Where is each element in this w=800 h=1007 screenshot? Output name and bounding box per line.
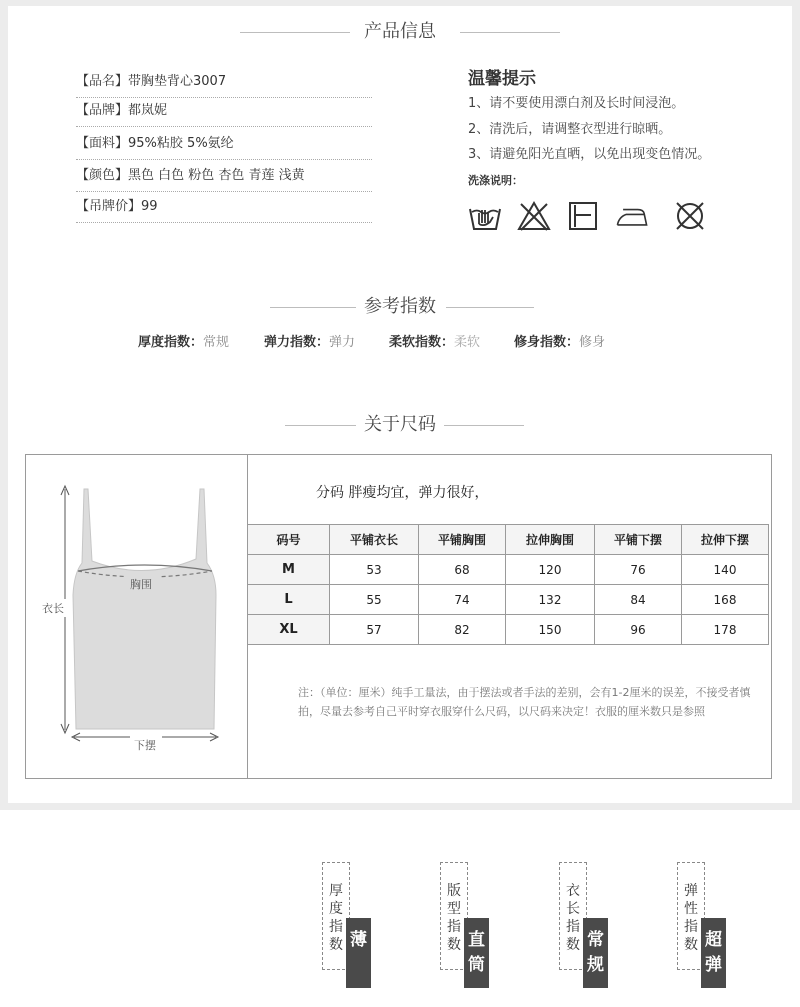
- chest-label: 胸围: [130, 578, 152, 591]
- size-chart-box: [25, 454, 772, 779]
- wash-label: 洗涤说明：: [468, 174, 523, 187]
- table-cell: 74: [419, 585, 506, 615]
- spec-row-name: [76, 71, 372, 98]
- tip-item: 1、请不要使用漂白剂及长时间浸泡。: [468, 96, 685, 111]
- tag-elasticity: [677, 862, 737, 988]
- tag-value: 薄: [350, 930, 367, 950]
- spec-label: 【吊牌价】: [76, 199, 142, 214]
- tag-label: 版型指数: [447, 883, 461, 953]
- column-header: 拉伸下摆: [682, 525, 769, 555]
- column-header: 拉伸胸围: [506, 525, 595, 555]
- tag-label: 弹性指数: [684, 883, 698, 953]
- spec-row-price: [76, 196, 372, 223]
- table-cell: 55: [330, 585, 419, 615]
- table-cell: 120: [506, 555, 595, 585]
- table-cell: 178: [682, 615, 769, 645]
- line-dry-icon: [566, 200, 600, 232]
- tag-label: 衣长指数: [566, 883, 580, 953]
- size-headline: 分码 胖瘦均宜，弹力很好，: [316, 485, 489, 501]
- tag-thickness: [322, 862, 382, 988]
- table-cell: 168: [682, 585, 769, 615]
- table-row: [248, 615, 769, 645]
- fit-index: 修身指数：修身: [514, 335, 606, 350]
- spec-label: 【品名】: [76, 74, 129, 89]
- hem-label: 下摆: [134, 739, 156, 752]
- spec-row-brand: [76, 100, 372, 127]
- tips-title: 温馨提示: [468, 69, 536, 89]
- iron-icon: [615, 200, 649, 232]
- tag-fit: [440, 862, 500, 988]
- table-cell: 84: [595, 585, 682, 615]
- table-row: [248, 555, 769, 585]
- spec-value: 带胸垫背心3007: [128, 74, 227, 89]
- spec-value: 99: [141, 199, 158, 214]
- softness-index: 柔软指数：柔软: [389, 335, 481, 350]
- length-label: 衣长: [42, 602, 64, 615]
- table-cell: 140: [682, 555, 769, 585]
- size-table-header: [248, 525, 769, 555]
- tag-value: 常规: [587, 930, 604, 975]
- hand-wash-icon: [468, 200, 502, 232]
- size-code: L: [248, 585, 330, 615]
- tag-value: 直筒: [468, 930, 485, 975]
- garment-diagram: [26, 455, 248, 778]
- measurement-note: 注：（单位：厘米）纯手工量法，由于摆法或者手法的差别，会有1-2厘米的误差，不接受者慎拍，尽量去参考自己平时穿衣服穿什么尺码，以尺码来决定！衣服的厘米数只是参照: [298, 686, 751, 718]
- table-row: [248, 585, 769, 615]
- table-cell: 150: [506, 615, 595, 645]
- tag-length: [559, 862, 619, 988]
- reference-index-title: 参考指数: [0, 295, 800, 319]
- no-dry-clean-icon: [673, 200, 707, 232]
- tag-label: 厚度指数: [329, 883, 343, 953]
- product-info-title: 产品信息: [0, 20, 800, 44]
- thickness-index: 厚度指数：常规: [138, 335, 230, 350]
- size-table: [247, 524, 769, 645]
- table-cell: 96: [595, 615, 682, 645]
- column-header: 平铺衣长: [330, 525, 419, 555]
- spec-label: 【品牌】: [76, 103, 129, 118]
- table-cell: 68: [419, 555, 506, 585]
- tip-item: 2、清洗后，请调整衣型进行晾晒。: [468, 122, 672, 137]
- table-cell: 132: [506, 585, 595, 615]
- camisole-illustration: [26, 455, 247, 778]
- column-header: 平铺下摆: [595, 525, 682, 555]
- tip-item: 3、请避免阳光直晒，以免出现变色情况。: [468, 147, 711, 162]
- size-code: M: [248, 555, 330, 585]
- spec-label: 【颜色】: [76, 168, 129, 183]
- table-cell: 57: [330, 615, 419, 645]
- column-header: 平铺胸围: [419, 525, 506, 555]
- spec-value: 都岚妮: [128, 103, 168, 118]
- spec-row-fabric: [76, 133, 372, 160]
- spec-label: 【面料】: [76, 136, 129, 151]
- spec-value: 黑色 白色 粉色 杏色 青莲 浅黄: [128, 168, 305, 183]
- table-cell: 82: [419, 615, 506, 645]
- tag-value: 超弹: [705, 930, 722, 975]
- size-code: XL: [248, 615, 330, 645]
- size-section-title: 关于尺码: [0, 413, 800, 437]
- column-header: 码号: [248, 525, 330, 555]
- table-cell: 76: [595, 555, 682, 585]
- spec-value: 95%粘胶 5%氨纶: [128, 136, 234, 151]
- spec-row-colors: [76, 165, 372, 192]
- table-cell: 53: [330, 555, 419, 585]
- no-bleach-icon: [517, 200, 551, 232]
- elasticity-index: 弹力指数：弹力: [264, 335, 356, 350]
